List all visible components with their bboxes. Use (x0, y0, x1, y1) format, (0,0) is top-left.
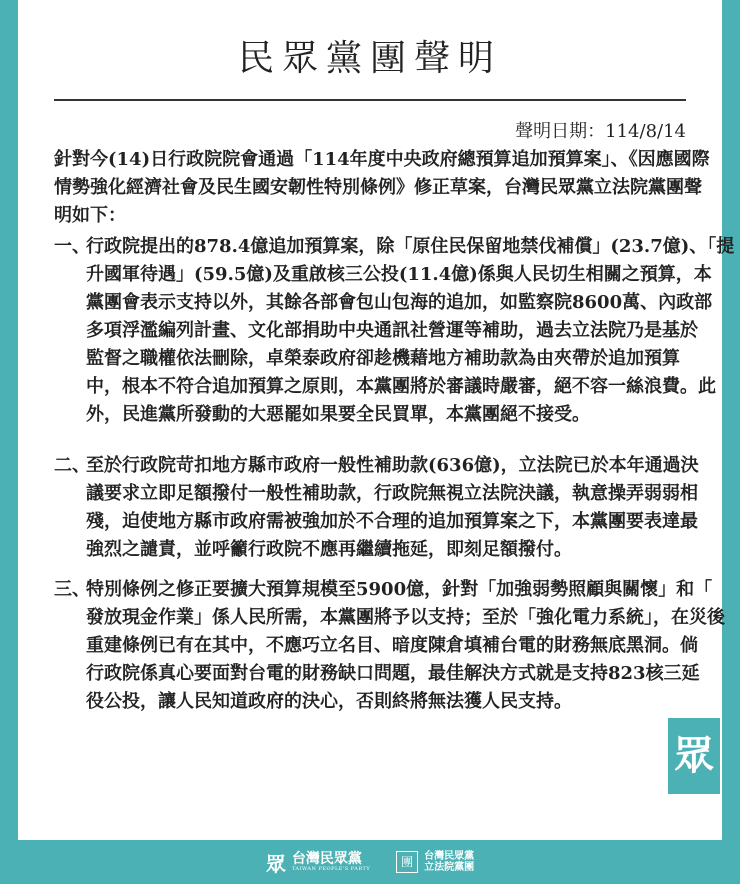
caucus-name-line1: 台灣民眾黨 (424, 851, 475, 862)
item-line: 殘，迫使地方縣市政府需被強加於不合理的追加預算案之下，本黨團要表達最 (86, 511, 698, 532)
item-line: 特別條例之修正要擴大預算規模至5900億，針對「加強弱勢照顧與關懷」和「 (86, 579, 713, 600)
party-logo-icon: 眾 (265, 851, 286, 876)
intro-line: 明如下： (54, 205, 126, 226)
item-line: 至於行政院苛扣地方縣市政府一般性補助款(636億)，立法院已於本年通過決 (86, 455, 699, 476)
footer-bar (0, 840, 740, 884)
item-number: 二、 (54, 455, 90, 476)
item-line: 議要求立即足額撥付一般性補助款，行政院無視立法院決議，執意操弄弱弱相 (86, 483, 698, 504)
item-line: 多項浮濫編列計畫、文化部捐助中央通訊社營運等補助，過去立法院乃是基於 (86, 320, 698, 341)
caucus-brand (396, 851, 474, 873)
item-line: 行政院係真心要面對台電的財務缺口問題，最佳解決方式就是支持823核三延 (86, 663, 700, 684)
item-line: 發放現金作業」係人民所需，本黨團將予以支持；至於「強化電力系統」，在災後 (86, 607, 725, 628)
item-number: 一、 (54, 236, 90, 257)
item-line: 黨團會表示支持以外，其餘各部會包山包海的追加，如監察院8600萬、內政部 (86, 292, 713, 313)
intro-line: 情勢強化經濟社會及民生國安韌性特別條例》修正草案，台灣民眾黨立法院黨團聲 (54, 177, 702, 198)
statement-date: 聲明日期：114/8/14 (515, 121, 686, 142)
caucus-logo-icon: 團 (396, 851, 418, 873)
party-name-en: TAIWAN PEOPLE'S PARTY (291, 866, 371, 872)
page-title: 民眾黨團聲明 (237, 38, 502, 79)
item-line: 升國軍待遇」(59.5億)及重啟核三公投(11.4億)係與人民切生相關之預算，本 (86, 264, 712, 285)
party-name: 台灣民眾黨 (291, 851, 362, 867)
caucus-name-line2: 立法院黨團 (424, 862, 475, 873)
party-logo: 眾 (668, 718, 720, 794)
statement-document (18, 0, 735, 840)
item-line: 重建條例已有在其中，不應巧立名目、暗度陳倉填補台電的財務無底黑洞。倘 (86, 635, 698, 656)
item-line: 強烈之譴責，並呼籲行政院不應再繼續拖延，即刻足額撥付。 (86, 539, 572, 560)
item-line: 外，民進黨所發動的大惡罷如果要全民買單，本黨團絕不接受。 (86, 404, 590, 425)
item-line: 監督之職權依法刪除，卓榮泰政府卻趁機藉地方補助款為由夾帶於追加預算 (86, 348, 680, 369)
item-line: 行政院提出的878.4億追加預算案，除「原住民保留地禁伐補償」(23.7億)、「提 (86, 236, 735, 257)
item-line: 役公投，讓人民知道政府的決心，否則終將無法獲人民支持。 (86, 691, 572, 712)
intro-line: 針對今(14)日行政院院會通過「114年度中央政府總預算追加預算案」、《因應國際 (54, 149, 710, 170)
party-brand (266, 848, 370, 877)
title-divider (54, 99, 686, 101)
item-number: 三、 (54, 579, 90, 600)
item-line: 中，根本不符合追加預算之原則，本黨團將於審議時嚴審，絕不容一絲浪費。此 (86, 376, 716, 397)
